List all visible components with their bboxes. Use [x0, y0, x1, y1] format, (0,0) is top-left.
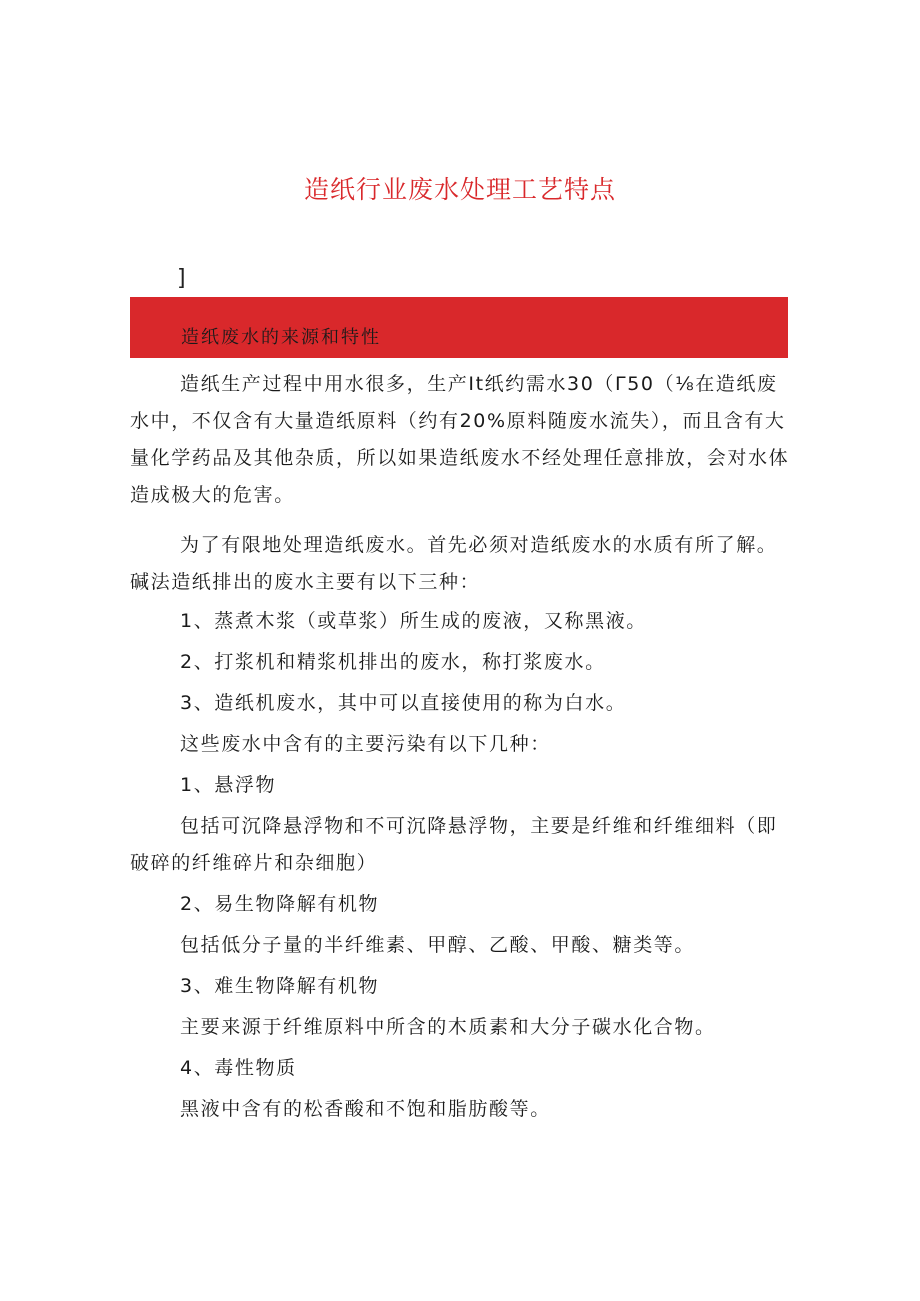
document-title: 造纸行业废水处理工艺特点: [303, 175, 616, 204]
paragraph: 主要来源于纤维原料中所含的木质素和大分子碳水化合物。: [180, 1016, 716, 1038]
list-item: 1、蒸煮木浆（或草浆）所生成的废液，又称黑液。: [180, 610, 647, 632]
section-heading: 造纸废水的来源和特性: [181, 327, 381, 348]
paragraph: 包括可沉降悬浮物和不可沉降悬浮物，主要是纤维和纤维细料（即破碎的纤维碎片和杂细胞）: [130, 815, 778, 874]
list-item: 3、难生物降解有机物: [180, 975, 380, 997]
paragraph: 为了有限地处理造纸废水。首先必须对造纸废水的水质有所了解。碱法造纸排出的废水主要有以下三种：: [130, 534, 778, 593]
list-item: 2、打浆机和精浆机排出的废水，称打浆废水。: [180, 651, 606, 673]
paragraph: 这些废水中含有的主要污染有以下几种：: [180, 733, 551, 755]
list-item: 1、悬浮物: [180, 774, 277, 796]
paragraph: 造纸生产过程中用水很多，生产It纸约需水30（Γ50（⅛在造纸废水中，不仅含有大量造纸原料（约有20%原料随废水流失），而且含有大量化学药品及其他杂质，所以如果造纸废水不经处理任意排放，会对水体造成极大的危害。: [130, 373, 790, 506]
section-banner: [130, 297, 788, 358]
section-marker: ]: [177, 266, 186, 291]
document-body: [130, 366, 790, 1128]
list-item: 4、毒性物质: [180, 1057, 297, 1079]
list-item: 2、易生物降解有机物: [180, 893, 380, 915]
paragraph: 黑液中含有的松香酸和不饱和脂肪酸等。: [180, 1098, 551, 1120]
paragraph: 包括低分子量的半纤维素、甲醇、乙酸、甲酸、糖类等。: [180, 934, 696, 956]
list-item: 3、造纸机废水，其中可以直接使用的称为白水。: [180, 692, 627, 714]
